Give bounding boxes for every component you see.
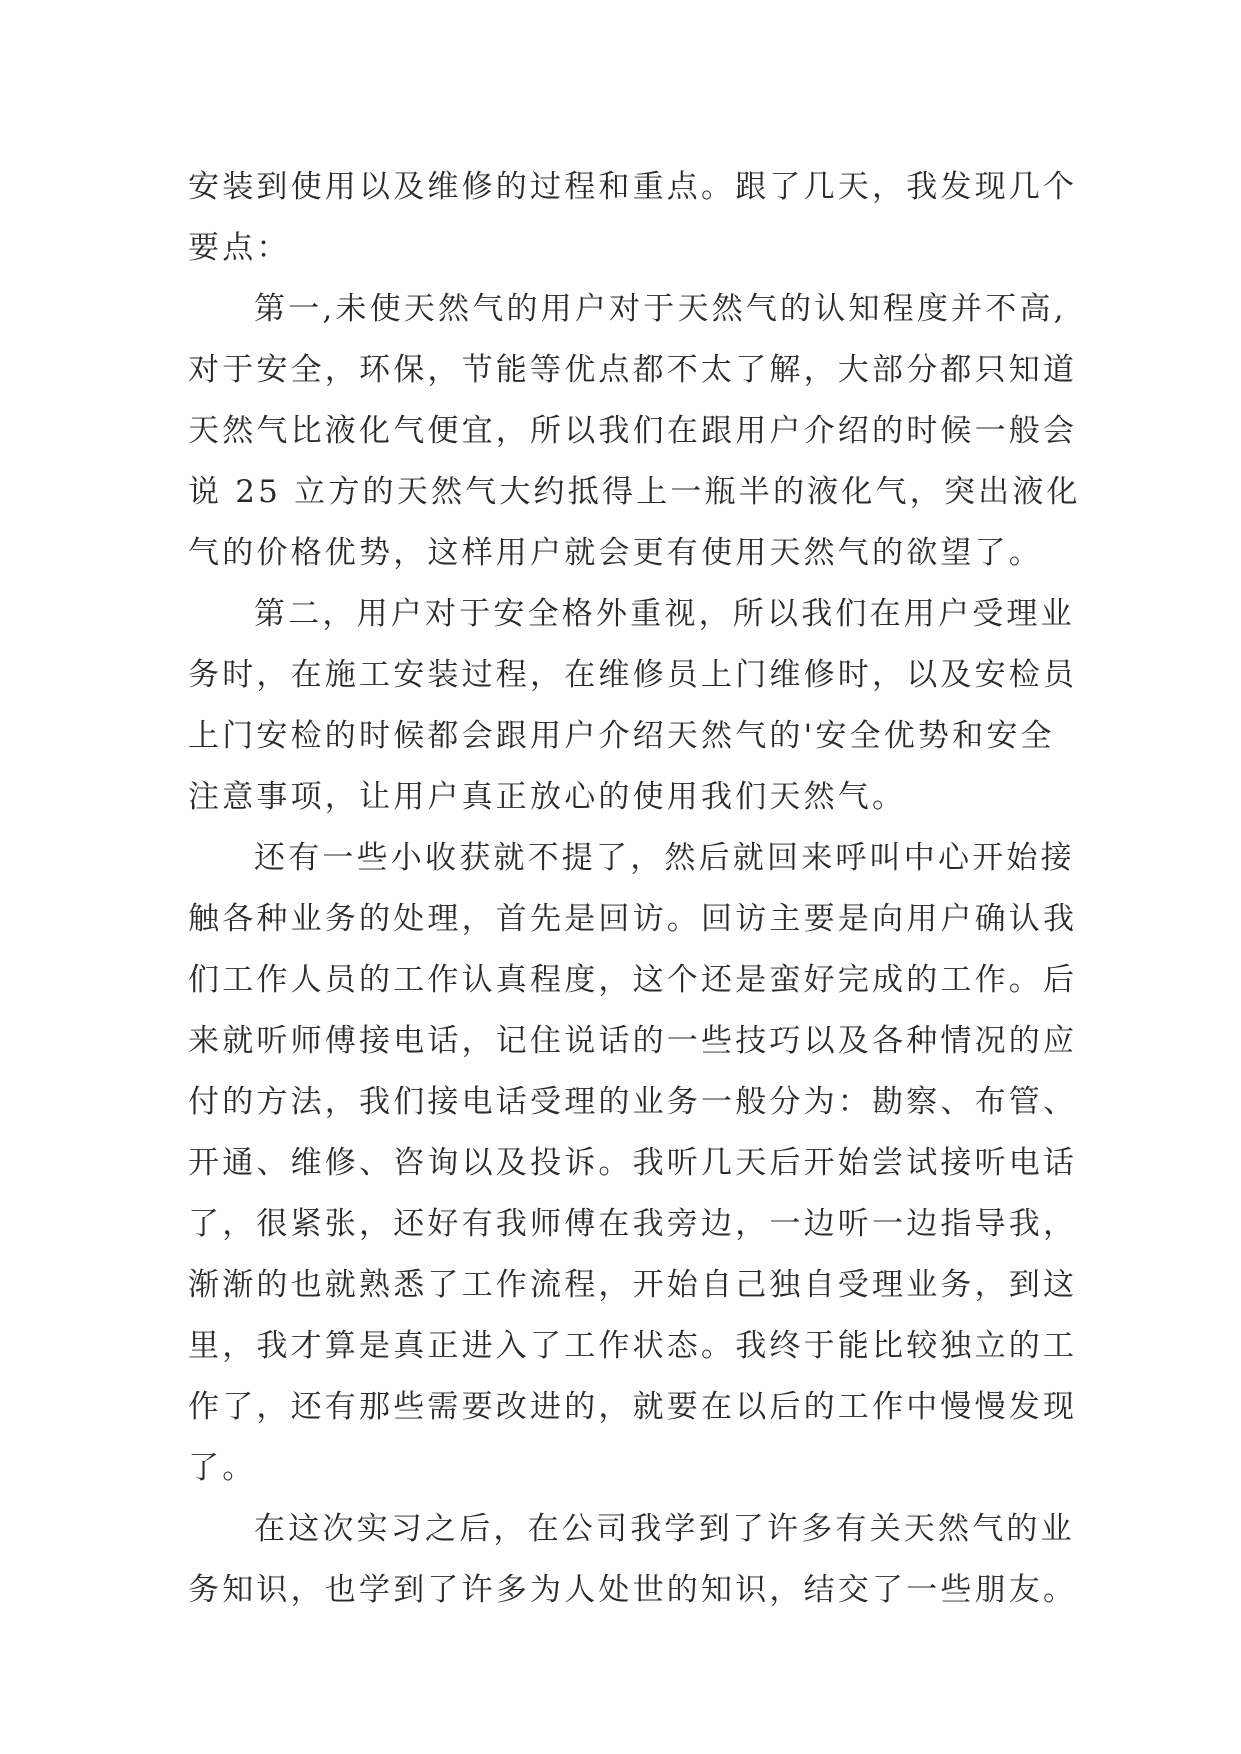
paragraph-first-line: 第一,未使天然气的用户对于天然气的认知程度并不高, <box>254 291 1067 327</box>
text-line: 上门安检的时候都会跟用户介绍天然气的'安全优势和安全 <box>188 718 1055 754</box>
text-line: 触各种业务的处理，首先是回访。回访主要是向用户确认我 <box>188 901 1078 937</box>
text-line: 说 25 立方的天然气大约抵得上一瓶半的液化气，突出液化 <box>188 474 1081 510</box>
text-line: 天然气比液化气便宜，所以我们在跟用户介绍的时候一般会 <box>188 413 1078 449</box>
text-line: 了，很紧张，还好有我师傅在我旁边，一边听一边指导我， <box>188 1206 1078 1242</box>
text-line: 注意事项，让用户真正放心的使用我们天然气。 <box>188 779 907 815</box>
text-line: 作了，还有那些需要改进的，就要在以后的工作中慢慢发现 <box>188 1389 1078 1425</box>
paragraph-first-line: 第二，用户对于安全格外重视，所以我们在用户受理业 <box>254 596 1075 632</box>
text-line: 渐渐的也就熟悉了工作流程，开始自己独自受理业务，到这 <box>188 1267 1078 1303</box>
text-line: 付的方法，我们接电话受理的业务一般分为：勘察、布管、 <box>188 1084 1078 1120</box>
text-line: 们工作人员的工作认真程度，这个还是蛮好完成的工作。后 <box>188 962 1078 998</box>
text-line: 来就听师傅接电话，记住说话的一些技巧以及各种情况的应 <box>188 1023 1078 1059</box>
text-line: 对于安全，环保，节能等优点都不太了解，大部分都只知道 <box>188 352 1078 388</box>
text-line: 了。 <box>188 1450 257 1486</box>
text-line: 务时，在施工安装过程，在维修员上门维修时，以及安检员 <box>188 657 1078 693</box>
text-line: 开通、维修、咨询以及投诉。我听几天后开始尝试接听电话 <box>188 1145 1078 1181</box>
text-line: 气的价格优势，这样用户就会更有使用天然气的欲望了。 <box>188 535 1043 571</box>
paragraph-first-line: 还有一些小收获就不提了，然后就回来呼叫中心开始接 <box>254 840 1075 876</box>
text-line: 里，我才算是真正进入了工作状态。我终于能比较独立的工 <box>188 1328 1078 1364</box>
paragraph-first-line: 在这次实习之后，在公司我学到了许多有关天然气的业 <box>254 1511 1075 1547</box>
text-line: 安装到使用以及维修的过程和重点。跟了几天，我发现几个 <box>188 169 1078 205</box>
text-line: 务知识，也学到了许多为人处世的知识，结交了一些朋友。 <box>188 1572 1078 1608</box>
text-line: 要点： <box>188 230 291 266</box>
